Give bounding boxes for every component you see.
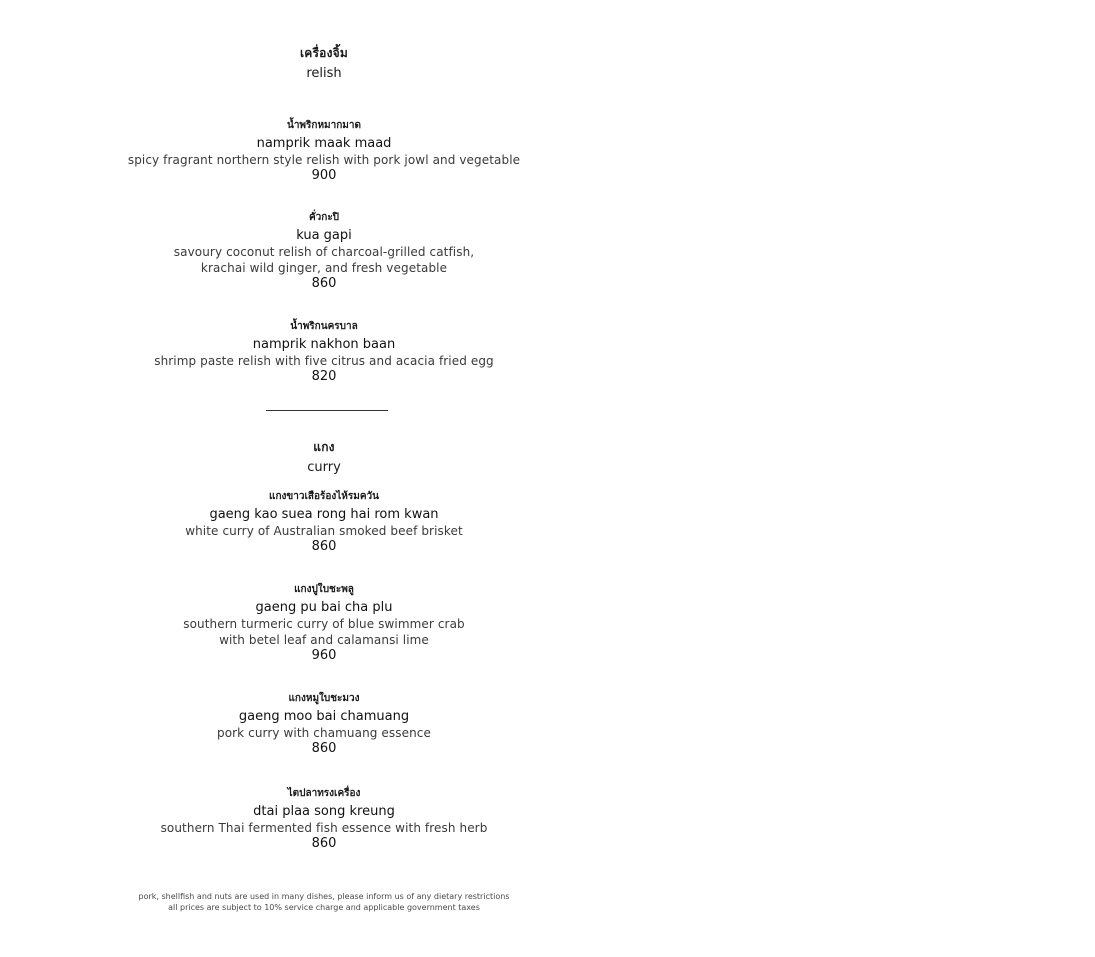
menu-item bbox=[124, 582, 524, 664]
curry-thai-title: แกง bbox=[313, 440, 335, 454]
menu-item bbox=[124, 210, 524, 292]
dish-description: white curry of Australian smoked beef brisket bbox=[185, 524, 463, 538]
dish-price: 860 bbox=[311, 276, 337, 291]
dish-thai-name: น้ำพริกนครบาล bbox=[290, 321, 358, 332]
dish-description: with betel leaf and calamansi lime bbox=[219, 633, 429, 647]
relish-title: relish bbox=[306, 66, 342, 81]
service-charge-notice: all prices are subject to 10% service charge and applicable government taxes bbox=[168, 903, 480, 912]
relish-section-header bbox=[124, 44, 524, 84]
section-divider bbox=[266, 410, 388, 411]
menu-item bbox=[124, 786, 524, 852]
dish-description: krachai wild ginger, and fresh vegetable bbox=[200, 261, 448, 275]
dish-thai-name: แกงหมูใบชะมวง bbox=[288, 693, 360, 704]
dish-name: gaeng kao suea rong hai rom kwan bbox=[209, 507, 439, 522]
dish-name: dtai plaa song kreung bbox=[253, 804, 395, 819]
dish-price: 860 bbox=[311, 741, 337, 756]
dish-description: spicy fragrant northern style relish with pork jowl and vegetable bbox=[127, 153, 521, 167]
dish-thai-name: ไตปลาทรงเครื่อง bbox=[287, 788, 361, 799]
curry-section-header bbox=[124, 438, 524, 478]
dish-thai-name: แกงปูใบชะพลู bbox=[294, 584, 354, 595]
dish-description: savoury coconut relish of charcoal-grilled catfish, bbox=[173, 245, 475, 259]
dish-name: namprik nakhon baan bbox=[252, 337, 396, 352]
dish-name: gaeng moo bai chamuang bbox=[238, 709, 410, 724]
dish-price: 860 bbox=[311, 539, 337, 554]
relish-thai-title: เครื่องจิ้ม bbox=[300, 46, 348, 60]
dish-name: gaeng pu bai cha plu bbox=[255, 600, 393, 615]
dish-description: southern Thai fermented fish essence with fresh herb bbox=[160, 821, 488, 835]
menu-item bbox=[124, 691, 524, 757]
dish-thai-name: น้ำพริกหมากมาด bbox=[286, 120, 362, 131]
dish-price: 860 bbox=[311, 836, 337, 851]
menu-item bbox=[124, 118, 524, 184]
dish-name: kua gapi bbox=[296, 228, 352, 243]
dish-name: namprik maak maad bbox=[256, 136, 392, 151]
dish-description: southern turmeric curry of blue swimmer crab bbox=[183, 617, 465, 631]
dish-description: shrimp paste relish with five citrus and acacia fried egg bbox=[154, 354, 494, 368]
menu-item bbox=[124, 319, 524, 385]
dish-thai-name: แกงขาวเสือร้องไห้รมควัน bbox=[269, 491, 379, 502]
dish-price: 960 bbox=[311, 648, 337, 663]
dish-price: 820 bbox=[311, 369, 337, 384]
dietary-notice: pork, shellfish and nuts are used in many dishes, please inform us of any dietary restrictions bbox=[138, 892, 510, 901]
dish-thai-name: คั่วกะปิ bbox=[308, 212, 340, 223]
dish-description: pork curry with chamuang essence bbox=[216, 726, 431, 740]
dish-price: 900 bbox=[311, 168, 337, 183]
curry-title: curry bbox=[307, 460, 341, 475]
menu-item bbox=[124, 489, 524, 555]
menu-footer bbox=[124, 891, 524, 913]
